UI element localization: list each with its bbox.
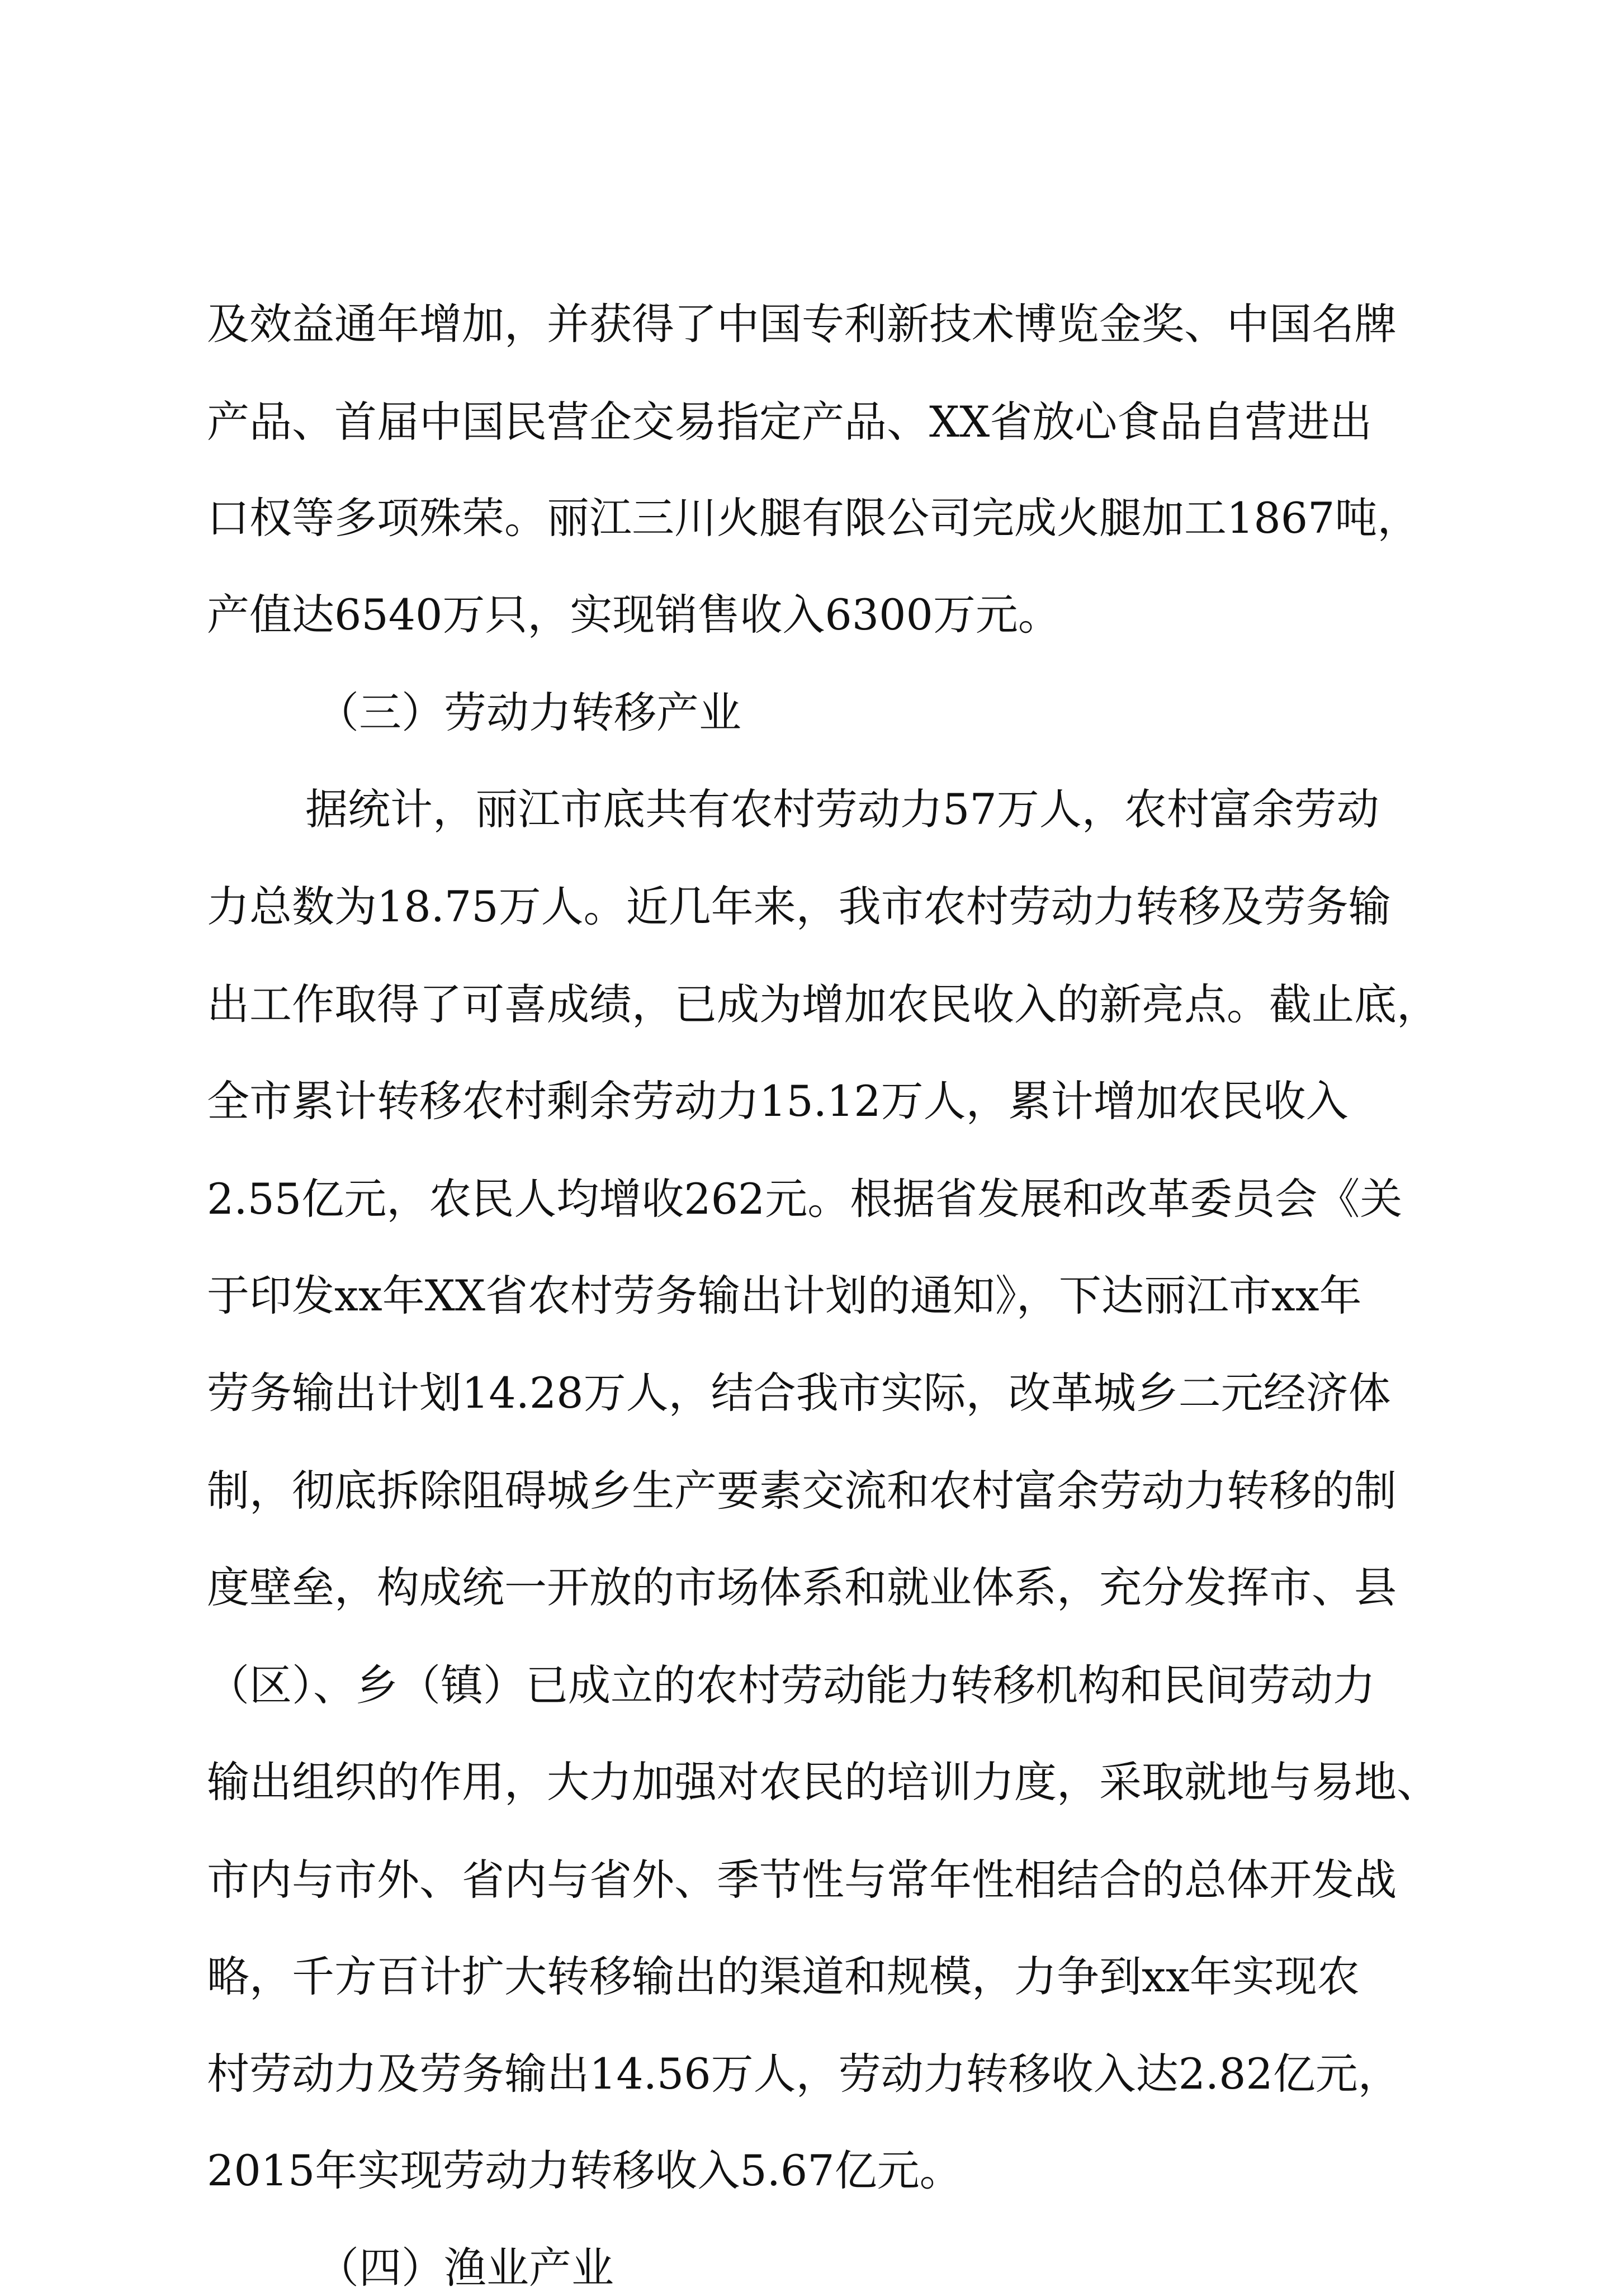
paragraph-line: 市内与市外、省内与省外、季节性与常年性相结合的总体开发战 xyxy=(207,1855,1397,1905)
paragraph-line: 劳务输出计划14.28万人，结合我市实际，改革城乡二元经济体 xyxy=(207,1368,1391,1418)
section-heading: （三）劳动力转移产业 xyxy=(316,688,741,737)
paragraph-line: 2015年实现劳动力转移收入5.67亿元。 xyxy=(207,2146,962,2195)
section-heading: （四）渔业产业 xyxy=(316,2243,614,2293)
paragraph-line: 输出组织的作用，大力加强对农民的培训力度，采取就地与易地、 xyxy=(207,1757,1439,1807)
paragraph-line: 口权等多项殊荣。丽江三川火腿有限公司完成火腿加工1867吨， xyxy=(207,493,1420,543)
paragraph-line: 制，彻底拆除阻碍城乡生产要素交流和农村富余劳动力转移的制 xyxy=(207,1466,1397,1516)
paragraph-line: 据统计，丽江市底共有农村劳动力57万人，农村富余劳动 xyxy=(305,784,1379,834)
paragraph-line: 2.55亿元，农民人均增收262元。根据省发展和改革委员会《关 xyxy=(207,1174,1403,1224)
paragraph-line: 出工作取得了可喜成绩，已成为增加农民收入的新亮点。截止底， xyxy=(207,979,1439,1029)
paragraph-line: 及效益通年增加，并获得了中国专利新技术博览金奖、中国名牌 xyxy=(207,299,1397,349)
paragraph-line: 村劳动力及劳务输出14.56万人，劳动力转移收入达2.82亿元， xyxy=(207,2049,1401,2099)
paragraph-line: 略，千方百计扩大转移输出的渠道和规模，力争到xx年实现农 xyxy=(207,1952,1360,2001)
paragraph-line: 度壁垒，构成统一开放的市场体系和就业体系，充分发挥市、县 xyxy=(207,1563,1397,1612)
paragraph-line: 力总数为18.75万人。近几年来，我市农村劳动力转移及劳务输 xyxy=(207,882,1391,931)
paragraph-line: 产值达6540万只，实现销售收入6300万元。 xyxy=(207,590,1061,640)
paragraph-line: 全市累计转移农村剩余劳动力15.12万人，累计增加农民收入 xyxy=(207,1076,1349,1126)
paragraph-line: 于印发xx年XX省农村劳务输出计划的通知》，下达丽江市xx年 xyxy=(207,1271,1362,1320)
paragraph-line: 产品、首届中国民营企交易指定产品、XX省放心食品自营进出 xyxy=(207,397,1373,447)
paragraph-line: （区）、乡（镇）已成立的农村劳动能力转移机构和民间劳动力 xyxy=(207,1660,1375,1710)
